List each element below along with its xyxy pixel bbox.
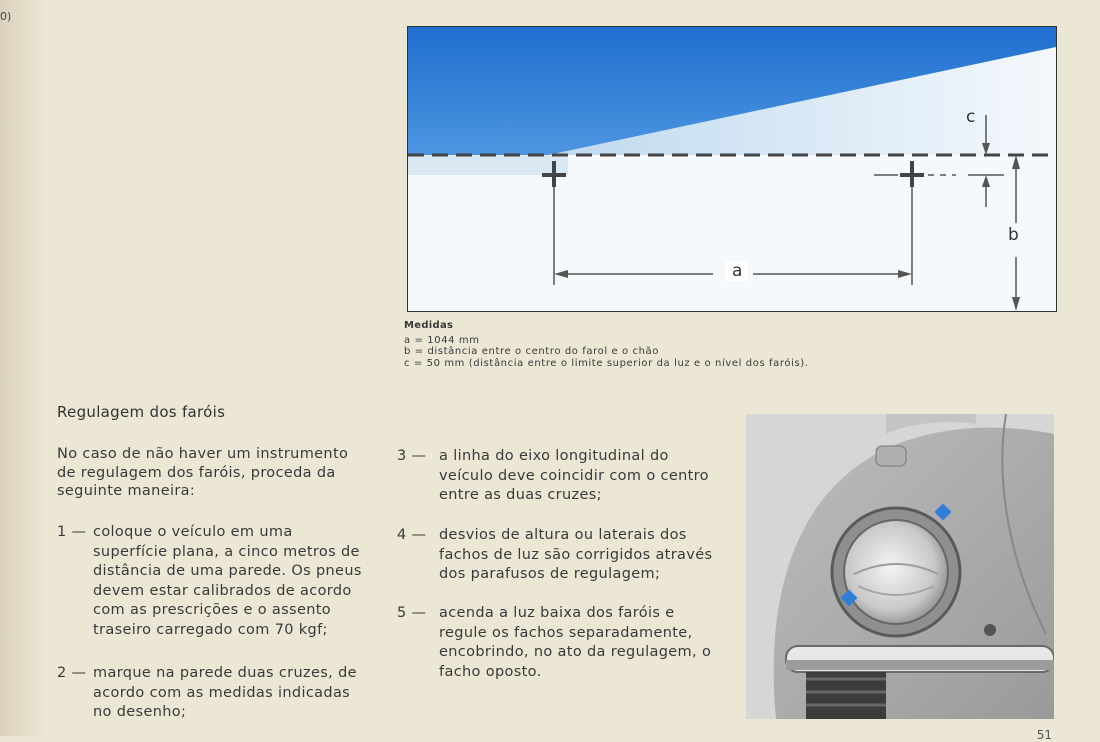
step-number: 1 —	[57, 524, 87, 540]
book-spine-shadow	[0, 0, 48, 736]
beam-glow	[408, 155, 568, 175]
measures-title: Medidas	[404, 320, 454, 331]
step-text: marque na parede duas cruzes, de acordo com as medidas indicadas no desenho;	[93, 665, 357, 720]
step-number: 4 —	[397, 527, 427, 543]
step-1	[57, 523, 367, 640]
label-b: b	[1008, 225, 1019, 245]
headlight-aim-diagram	[407, 26, 1057, 312]
step-number: 2 —	[57, 665, 87, 681]
step-5	[397, 604, 717, 682]
headlight-photo	[746, 414, 1054, 719]
section-heading: Regulagem dos faróis	[57, 403, 226, 421]
step-2	[57, 664, 367, 723]
label-c: c	[966, 107, 976, 127]
intro-paragraph: No caso de não haver um instrumento de regulagem dos faróis, proceda da seguinte maneira:	[57, 446, 349, 499]
step-number: 3 —	[397, 448, 427, 464]
step-number: 5 —	[397, 605, 427, 621]
page-number-fragment: 0)	[0, 10, 12, 23]
step-text: acenda a luz baixa dos faróis e regule os fachos separadamente, encobrindo, no ato da regulagem, o facho oposto.	[439, 605, 712, 680]
measures-caption	[404, 320, 809, 369]
measure-line-c: c = 50 mm (distância entre o limite superior da luz e o nível dos faróis).	[404, 357, 809, 369]
measure-line-b: b = distância entre o centro do farol e o chão	[404, 346, 659, 357]
measure-line-a: a = 1044 mm	[404, 334, 480, 346]
step-4	[397, 526, 717, 585]
step-text: coloque o veículo em uma superfície plana, a cinco metros de distância de uma parede. Os pneus devem estar calibrados de acordo com as prescrições e o assento traseiro carregado com 70 kgf;	[93, 524, 362, 638]
headlight-illustration	[746, 414, 1054, 719]
step-3	[397, 447, 717, 506]
label-a: a	[726, 261, 748, 281]
step-text: desvios de altura ou laterais dos fachos de luz são corrigidos através dos parafusos de regulagem;	[439, 527, 713, 582]
step-text: a linha do eixo longitudinal do veículo deve coincidir com o centro entre as duas cruzes;	[439, 448, 709, 503]
page-number: 51	[1036, 728, 1052, 742]
